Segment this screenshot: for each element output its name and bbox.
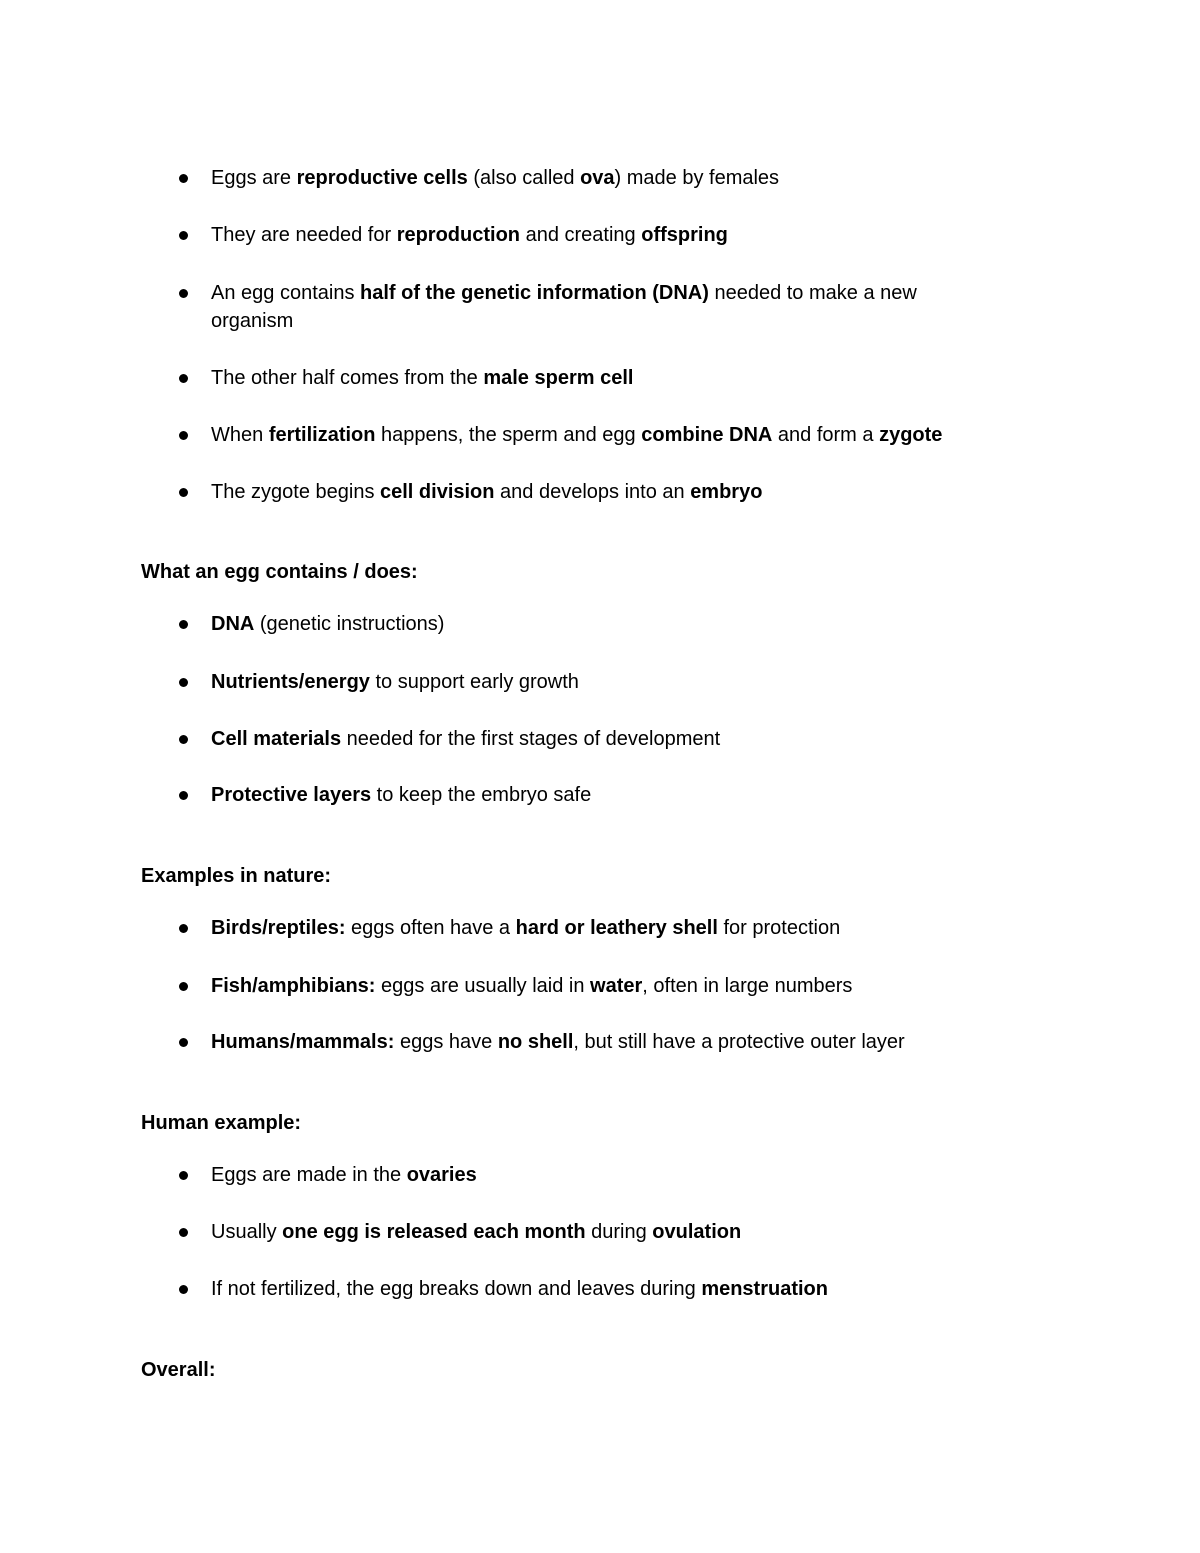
bold-term: reproduction — [396, 224, 521, 246]
bold-term: ova — [580, 167, 615, 189]
text-run: to keep the embryo safe — [371, 784, 592, 806]
bullet-text — [211, 972, 1001, 1000]
text-run: ) made by females — [614, 167, 780, 189]
text-run: eggs often have a — [345, 917, 516, 939]
text-run: eggs are usually laid in — [375, 975, 591, 997]
text-run: They are needed for — [211, 224, 397, 246]
bullet-icon — [179, 735, 188, 744]
bold-term: offspring — [641, 224, 728, 246]
bold-term: menstruation — [701, 1278, 828, 1300]
text-run: during — [585, 1221, 653, 1243]
bullet-text — [211, 279, 1001, 335]
bullet-icon — [179, 431, 188, 440]
bold-term: Birds/reptiles: — [211, 917, 346, 939]
text-run: needed for the first stages of development — [341, 728, 721, 750]
bold-term: water — [590, 975, 643, 997]
bold-term: hard or leathery shell — [515, 917, 718, 939]
bullet-text — [211, 478, 1001, 506]
bold-term: combine DNA — [641, 424, 773, 446]
bullet-text — [211, 725, 1001, 753]
bullet-icon — [179, 791, 188, 800]
bullet-text — [211, 1218, 1001, 1246]
bold-term: Cell materials — [211, 728, 342, 750]
bullet-text — [211, 1275, 1001, 1303]
bold-term: one egg is released each month — [282, 1221, 586, 1243]
bullet-text — [211, 914, 1001, 942]
bold-term: DNA — [211, 613, 255, 635]
text-run: , but still have a protective outer layer — [573, 1031, 905, 1053]
text-run: (also called — [467, 167, 581, 189]
bullet-text — [211, 421, 1031, 449]
section-heading: Overall: — [141, 1359, 216, 1381]
bullet-text — [211, 364, 1001, 392]
text-run: , often in large numbers — [642, 975, 853, 997]
bullet-icon — [179, 1285, 188, 1294]
bold-term: Humans/mammals: — [211, 1031, 395, 1053]
text-run: to support early growth — [369, 671, 579, 693]
bullet-text — [211, 1161, 1001, 1189]
bold-term: zygote — [879, 424, 943, 446]
bullet-text — [211, 668, 1001, 696]
bold-term: Nutrients/energy — [211, 671, 370, 693]
bullet-icon — [179, 1228, 188, 1237]
text-run: Eggs are — [211, 167, 297, 189]
text-run: The zygote begins — [211, 481, 380, 503]
text-run: and develops into an — [494, 481, 691, 503]
text-run: If not fertilized, the egg breaks down and leaves during — [211, 1278, 702, 1300]
bullet-text — [211, 781, 1001, 809]
bullet-icon — [179, 231, 188, 240]
text-run: happens, the sperm and egg — [375, 424, 642, 446]
bold-term: no shell — [497, 1031, 574, 1053]
text-run: Eggs are made in the — [211, 1164, 407, 1186]
section-heading: What an egg contains / does: — [141, 561, 418, 583]
text-run: An egg contains — [211, 282, 360, 304]
bold-term: embryo — [690, 481, 763, 503]
bold-term: reproductive cells — [296, 167, 468, 189]
text-run: and form a — [772, 424, 880, 446]
text-run: When — [211, 424, 269, 446]
text-run: (genetic instructions) — [254, 613, 445, 635]
bullet-text — [211, 610, 1001, 638]
bullet-icon — [179, 982, 188, 991]
text-run: Usually — [211, 1221, 283, 1243]
bullet-icon — [179, 1171, 188, 1180]
bullet-text — [211, 1028, 1031, 1056]
bold-term: ovaries — [406, 1164, 477, 1186]
section-heading: Human example: — [141, 1112, 302, 1134]
bold-term: ovulation — [652, 1221, 742, 1243]
text-run: for protection — [717, 917, 841, 939]
text-run: and creating — [520, 224, 642, 246]
bullet-icon — [179, 678, 188, 687]
bullet-icon — [179, 374, 188, 383]
bullet-icon — [179, 488, 188, 497]
bold-term: male sperm cell — [483, 367, 634, 389]
bold-term: cell division — [380, 481, 495, 503]
section-heading: Examples in nature: — [141, 865, 332, 887]
bullet-icon — [179, 924, 188, 933]
bold-term: fertilization — [268, 424, 376, 446]
bullet-icon — [179, 174, 188, 183]
bullet-icon — [179, 620, 188, 629]
bold-term: Fish/amphibians: — [211, 975, 376, 997]
bullet-icon — [179, 289, 188, 298]
text-run: eggs have — [394, 1031, 498, 1053]
bullet-icon — [179, 1038, 188, 1047]
bold-term: Protective layers — [211, 784, 372, 806]
bullet-text — [211, 221, 1001, 249]
text-run: The other half comes from the — [211, 367, 484, 389]
bold-term: half of the genetic information (DNA) — [360, 282, 709, 304]
bullet-text — [211, 164, 1001, 192]
text-run: needed to make a new organism — [211, 282, 917, 332]
